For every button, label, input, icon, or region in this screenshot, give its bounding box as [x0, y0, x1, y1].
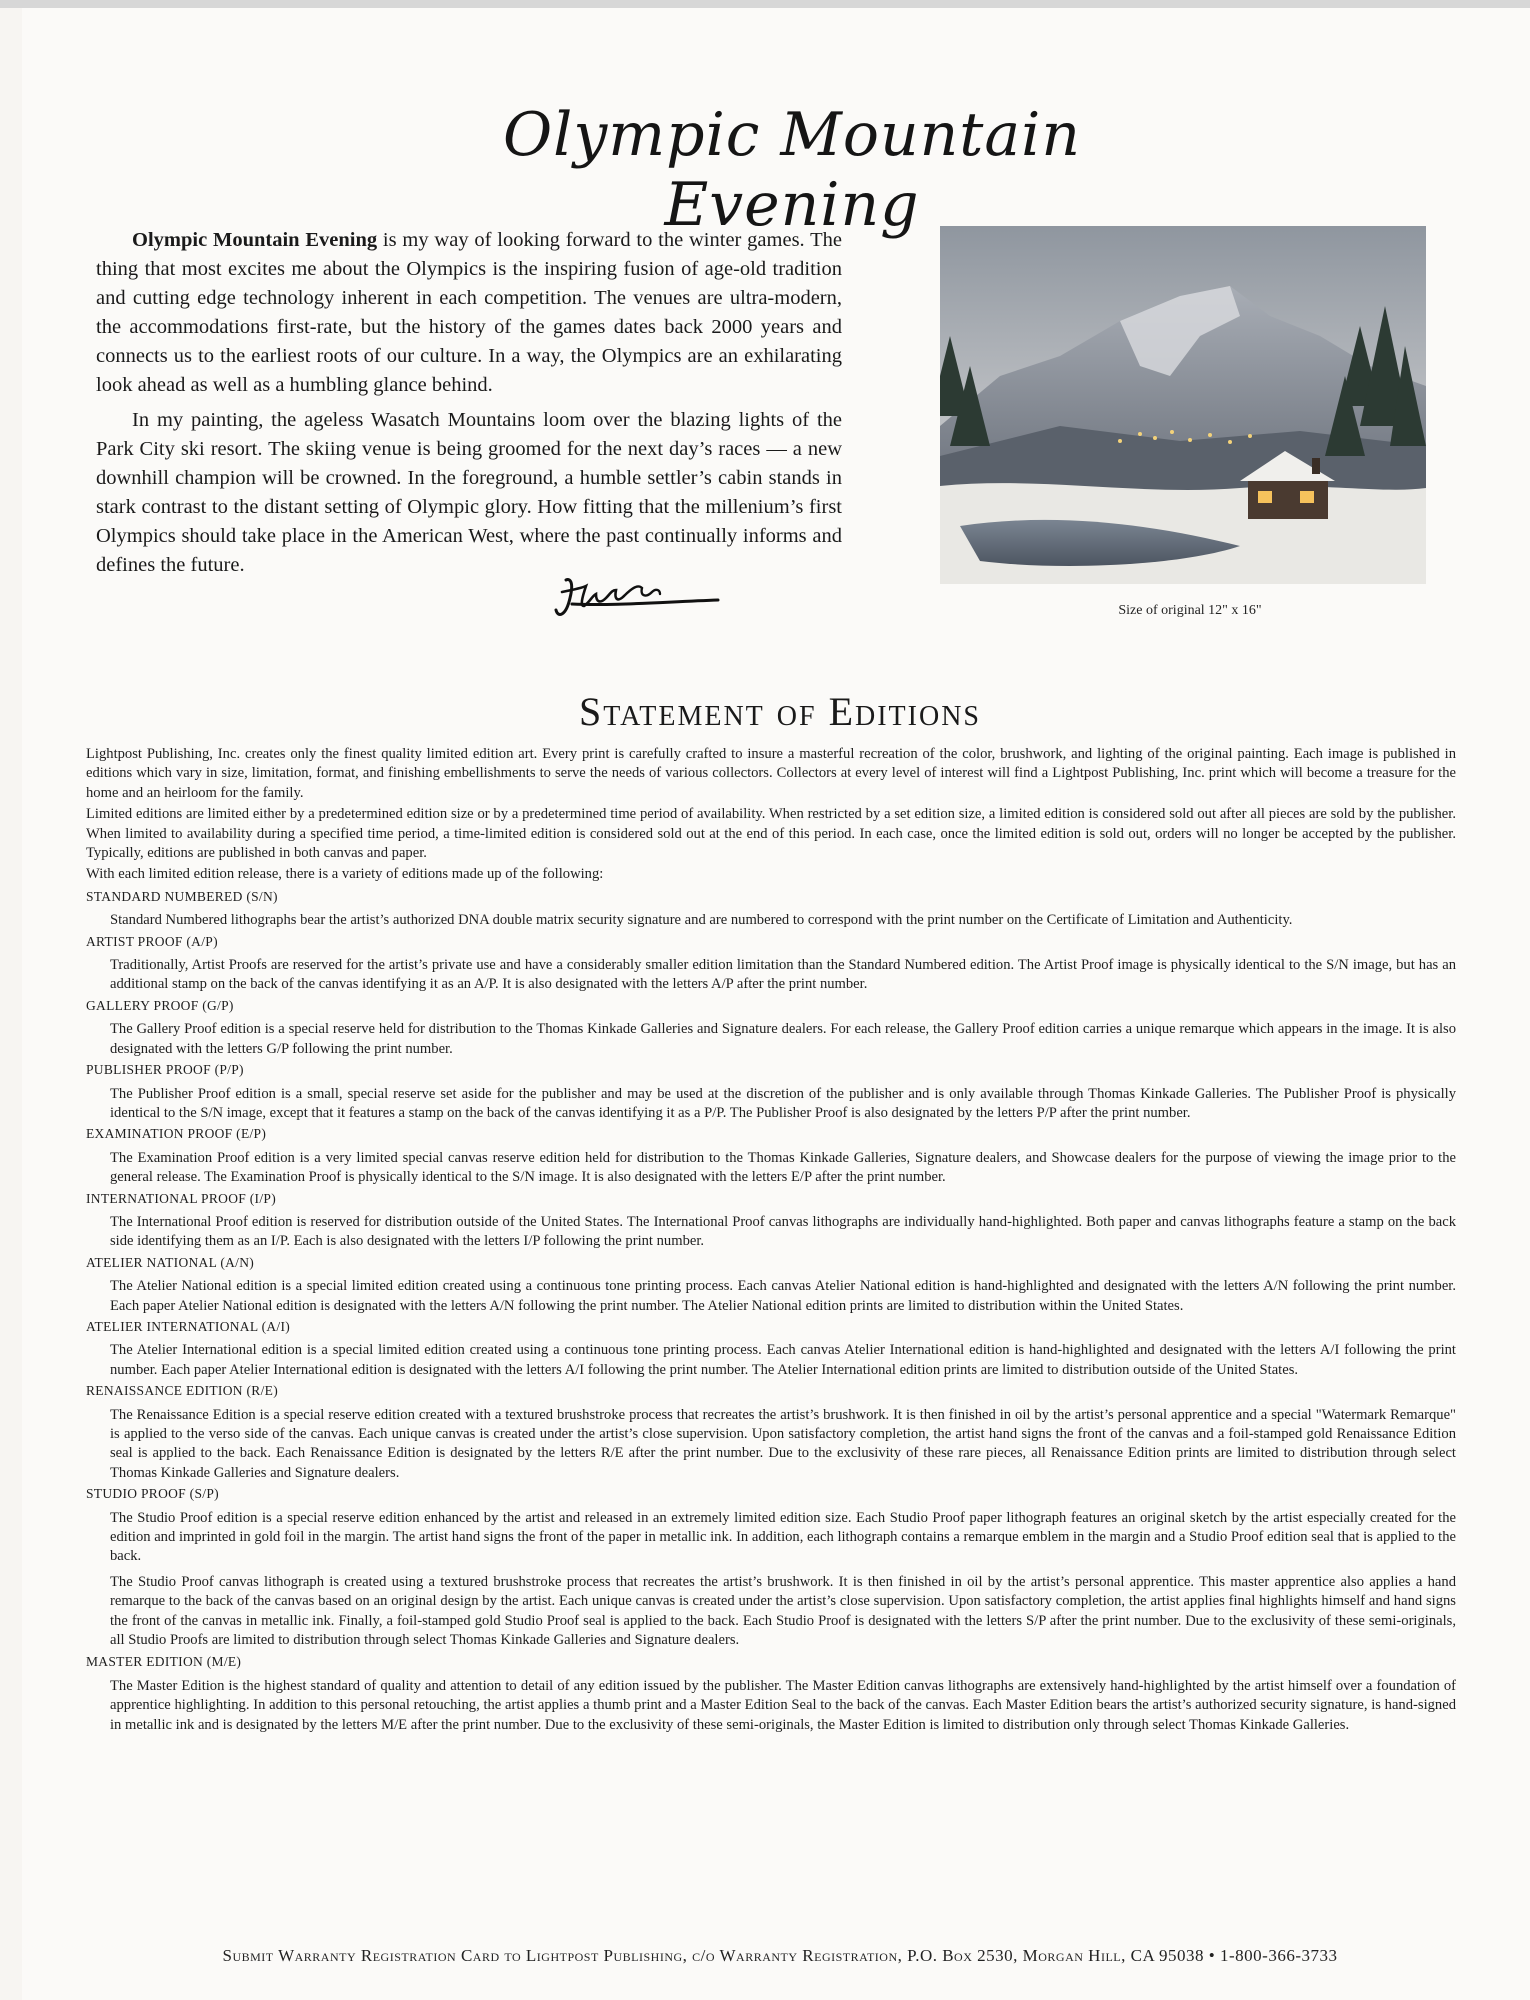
edition-description: The Publisher Proof edition is a small, special reserve set aside for the publisher and may be used at the discretion of the publisher and is only available through Thomas Kinkade Galleries. The Publisher Proof is physically identical to the S/N image, except that it features a stamp on the back of the canvas identifying it as a P/P. The Publisher Proof is also designated by the letters P/P after the print number.: [110, 1085, 1456, 1121]
intro-paragraph-1: [96, 226, 842, 400]
intro-title-bold: Olympic Mountain Evening: [132, 229, 378, 251]
edition-heading: PUBLISHER PROOF (P/P): [86, 1062, 244, 1078]
statement-title: Statement of Editions: [579, 689, 981, 734]
edition-description: The Atelier National edition is a special limited edition created using a continuous tone printing process. Each canvas Atelier National edition is hand-highlighted and designated with the letters A/N following the print number. Each paper Atelier National edition is designated with the letters A/N following the print number. The Atelier National edition prints are limited to distribution within the United States.: [110, 1278, 1456, 1314]
intro-text: [96, 226, 842, 586]
edition-description: The Master Edition is the highest standard of quality and attention to detail of any edition issued by the publisher. The Master Edition canvas lithographs are extensively hand-highlighted by the artist himself over a foundation of apprentice highlighting. In addition to this personal retouching, the artist applies a thumb print and a Master Edition Seal to the back of the canvas. Each Master Edition bears the artist’s authorized security signature, is hand-signed in metallic ink and is designated by the letters M/E after the print number. Due to the exclusivity of these semi-originals, the Master Edition is limited to distribution only through select Thomas Kinkade Galleries.: [110, 1677, 1456, 1733]
edition-description-continued: The Studio Proof canvas lithograph is created using a textured brushstroke process that recreates the artist’s brushwork. It is then finished in oil by the artist’s personal apprentice. This master apprentice also applies a hand remarque to the back of the canvas based on an original design by the artist. Each unique canvas is created under the artist’s close supervision. Upon satisfactory completion, the artist applies final highlights himself and hand signs the front of the canvas in metallic ink. Finally, a foil-stamped gold Studio Proof seal is applied to the back. Each Studio Proof is designated with the letters S/P after the print number. Due to the exclusivity of these semi-originals, all Studio Proofs are limited to distribution through select Thomas Kinkade Galleries and Signature dealers.: [110, 1573, 1456, 1649]
edition-description: The Renaissance Edition is a special reserve edition created with a textured brushstroke process that recreates the artist’s brushwork. It is then finished in oil by the artist’s personal apprentice and a special "Watermark Remarque" is applied to the verso side of the canvas. Each unique canvas is created under the artist’s close supervision. Upon satisfactory completion, the artist hand signs the front of the canvas and a foil-stamped gold Renaissance Edition seal is applied to the back. Each Renaissance Edition is designated by the letters R/E after the print number. Due to the exclusivity of these rare pieces, all Renaissance Edition prints are limited to distribution through select Thomas Kinkade Galleries and Signature dealers.: [110, 1406, 1456, 1481]
painting-image: [940, 226, 1426, 584]
edition-heading: INTERNATIONAL PROOF (I/P): [86, 1190, 276, 1206]
edition-description: The Studio Proof edition is a special reserve edition enhanced by the artist and released in an extremely limited edition size. Each Studio Proof paper lithograph features an original sketch by the artist especially created for the edition and imprinted in gold foil in the margin. The artist hand signs the front of the paper in metallic ink. In addition, each lithograph contains a remarque emblem in the margin and a Studio Proof edition seal that is applied to the back.: [110, 1509, 1456, 1565]
general-paragraph-2: Limited editions are limited either by a predetermined edition size or by a predetermined time period of availability. When restricted by a set edition size, a limited edition is considered sold out after all pieces are sold by the publisher. When limited to availability during a specified time period, a time-limited edition is considered sold out at the end of this period. In each case, once the limited edition is sold out, orders will no longer be accepted by the publisher. Typically, editions are published in both canvas and paper.: [86, 806, 1456, 862]
intro-p1-text: is my way of looking forward to the winter games. The thing that most excites me about the Olympics is the inspiring fusion of age-old tradition and cutting edge technology inherent in each competition. The venues are ultra-modern, the accommodations first-rate, but the history of the games dates back 2000 years and connects us to the earliest roots of our culture. In a way, the Olympics are an exhilarating look ahead as well as a humbling glance behind.: [96, 229, 842, 396]
page-title: Olympic Mountain Evening: [502, 100, 1081, 240]
edition-heading: STUDIO PROOF (S/P): [86, 1486, 219, 1502]
edition-heading: STANDARD NUMBERED (S/N): [86, 888, 278, 904]
edition-description: The International Proof edition is reserved for distribution outside of the United States. The International Proof canvas lithographs are individually hand-highlighted. Both paper and canvas lithographs feature a stamp on the back side identifying them as an I/P. Each is also designated with the letters I/P following the print number.: [110, 1213, 1456, 1250]
edition-heading: GALLERY PROOF (G/P): [86, 997, 234, 1013]
edition-description: The Atelier International edition is a special limited edition created using a continuous tone printing process. Each canvas Atelier International edition is hand-highlighted and designated with the letters A/I following the print number. Each paper Atelier International edition is designated with the letters A/I following the print number. The Atelier International edition prints are limited to distribution outside of the United States.: [110, 1342, 1456, 1378]
top-border: [0, 0, 1530, 8]
intro-paragraph-2: In my painting, the ageless Wasatch Mountains loom over the blazing lights of the Park City ski resort. The skiing venue is being groomed for the next day’s races — a new downhill champion will be crowned. In the foreground, a humble settler’s cabin stands in stark contrast to the distant setting of Olympic glory. How fitting that the millenium’s first Olympics should take place in the American West, where the past continually informs and defines the future.: [96, 409, 842, 576]
painting-size-caption: Size of original 12" x 16": [1118, 603, 1262, 618]
warranty-footer: [150, 1946, 1410, 1966]
general-paragraph-1: Lightpost Publishing, Inc. creates only the finest quality limited edition art. Every print is carefully crafted to insure a masterful recreation of the color, brushwork, and lighting of the original painting. Each image is published in editions which vary in size, limitation, format, and finishing embellishments to serve the needs of various collectors. Collectors at every level of interest will find a Lightpost Publishing, Inc. print which will become a treasure for the home and an heirloom for the family.: [86, 746, 1456, 801]
artist-signature: [552, 572, 722, 626]
edition-description: Traditionally, Artist Proofs are reserved for the artist’s private use and have a considerably smaller edition limitation than the Standard Numbered edition. The Artist Proof image is physically identical to the S/N image, but has an additional stamp on the back of the canvas identifying it as an A/P. It is also designated with the letters A/P after the print number.: [110, 957, 1456, 993]
edition-description: The Examination Proof edition is a very limited special canvas reserve edition held for distribution to the Thomas Kinkade Galleries, Signature dealers, and Showcase dealers for the purpose of viewing the image prior to the general release. The Examination Proof is physically identical to the S/N image. It is also designated with the letters E/P after the print number.: [110, 1149, 1456, 1186]
edition-heading: EXAMINATION PROOF (E/P): [86, 1126, 267, 1142]
edition-heading: ARTIST PROOF (A/P): [86, 933, 218, 949]
footer-address: Submit Warranty Registration Card to Lightpost Publishing, c/o Warranty Registration, P.O. Box 2530, Morgan Hill, CA 95038: [222, 1946, 1205, 1965]
edition-heading: ATELIER NATIONAL (A/N): [86, 1254, 255, 1270]
edition-description: Standard Numbered lithographs bear the artist’s authorized DNA double matrix security signature and are numbered to correspond with the print number on the Certificate of Limitation and Authenticity.: [110, 912, 1293, 929]
footer-phone: 1-800-366-3733: [1220, 1946, 1338, 1965]
editions-section: [86, 745, 1456, 1736]
edition-description: The Gallery Proof edition is a special reserve held for distribution to the Thomas Kinkade Galleries and Signature dealers. For each release, the Gallery Proof edition carries a unique remarque which appears in the image. It is also designated with the letters G/P following the print number.: [110, 1021, 1456, 1057]
footer-separator: •: [1208, 1946, 1216, 1965]
general-paragraph-3: With each limited edition release, there is a variety of editions made up of the following:: [86, 866, 604, 883]
edition-heading: ATELIER INTERNATIONAL (A/I): [86, 1318, 291, 1334]
edition-heading: MASTER EDITION (M/E): [86, 1654, 242, 1670]
edition-heading: RENAISSANCE EDITION (R/E): [86, 1383, 278, 1399]
